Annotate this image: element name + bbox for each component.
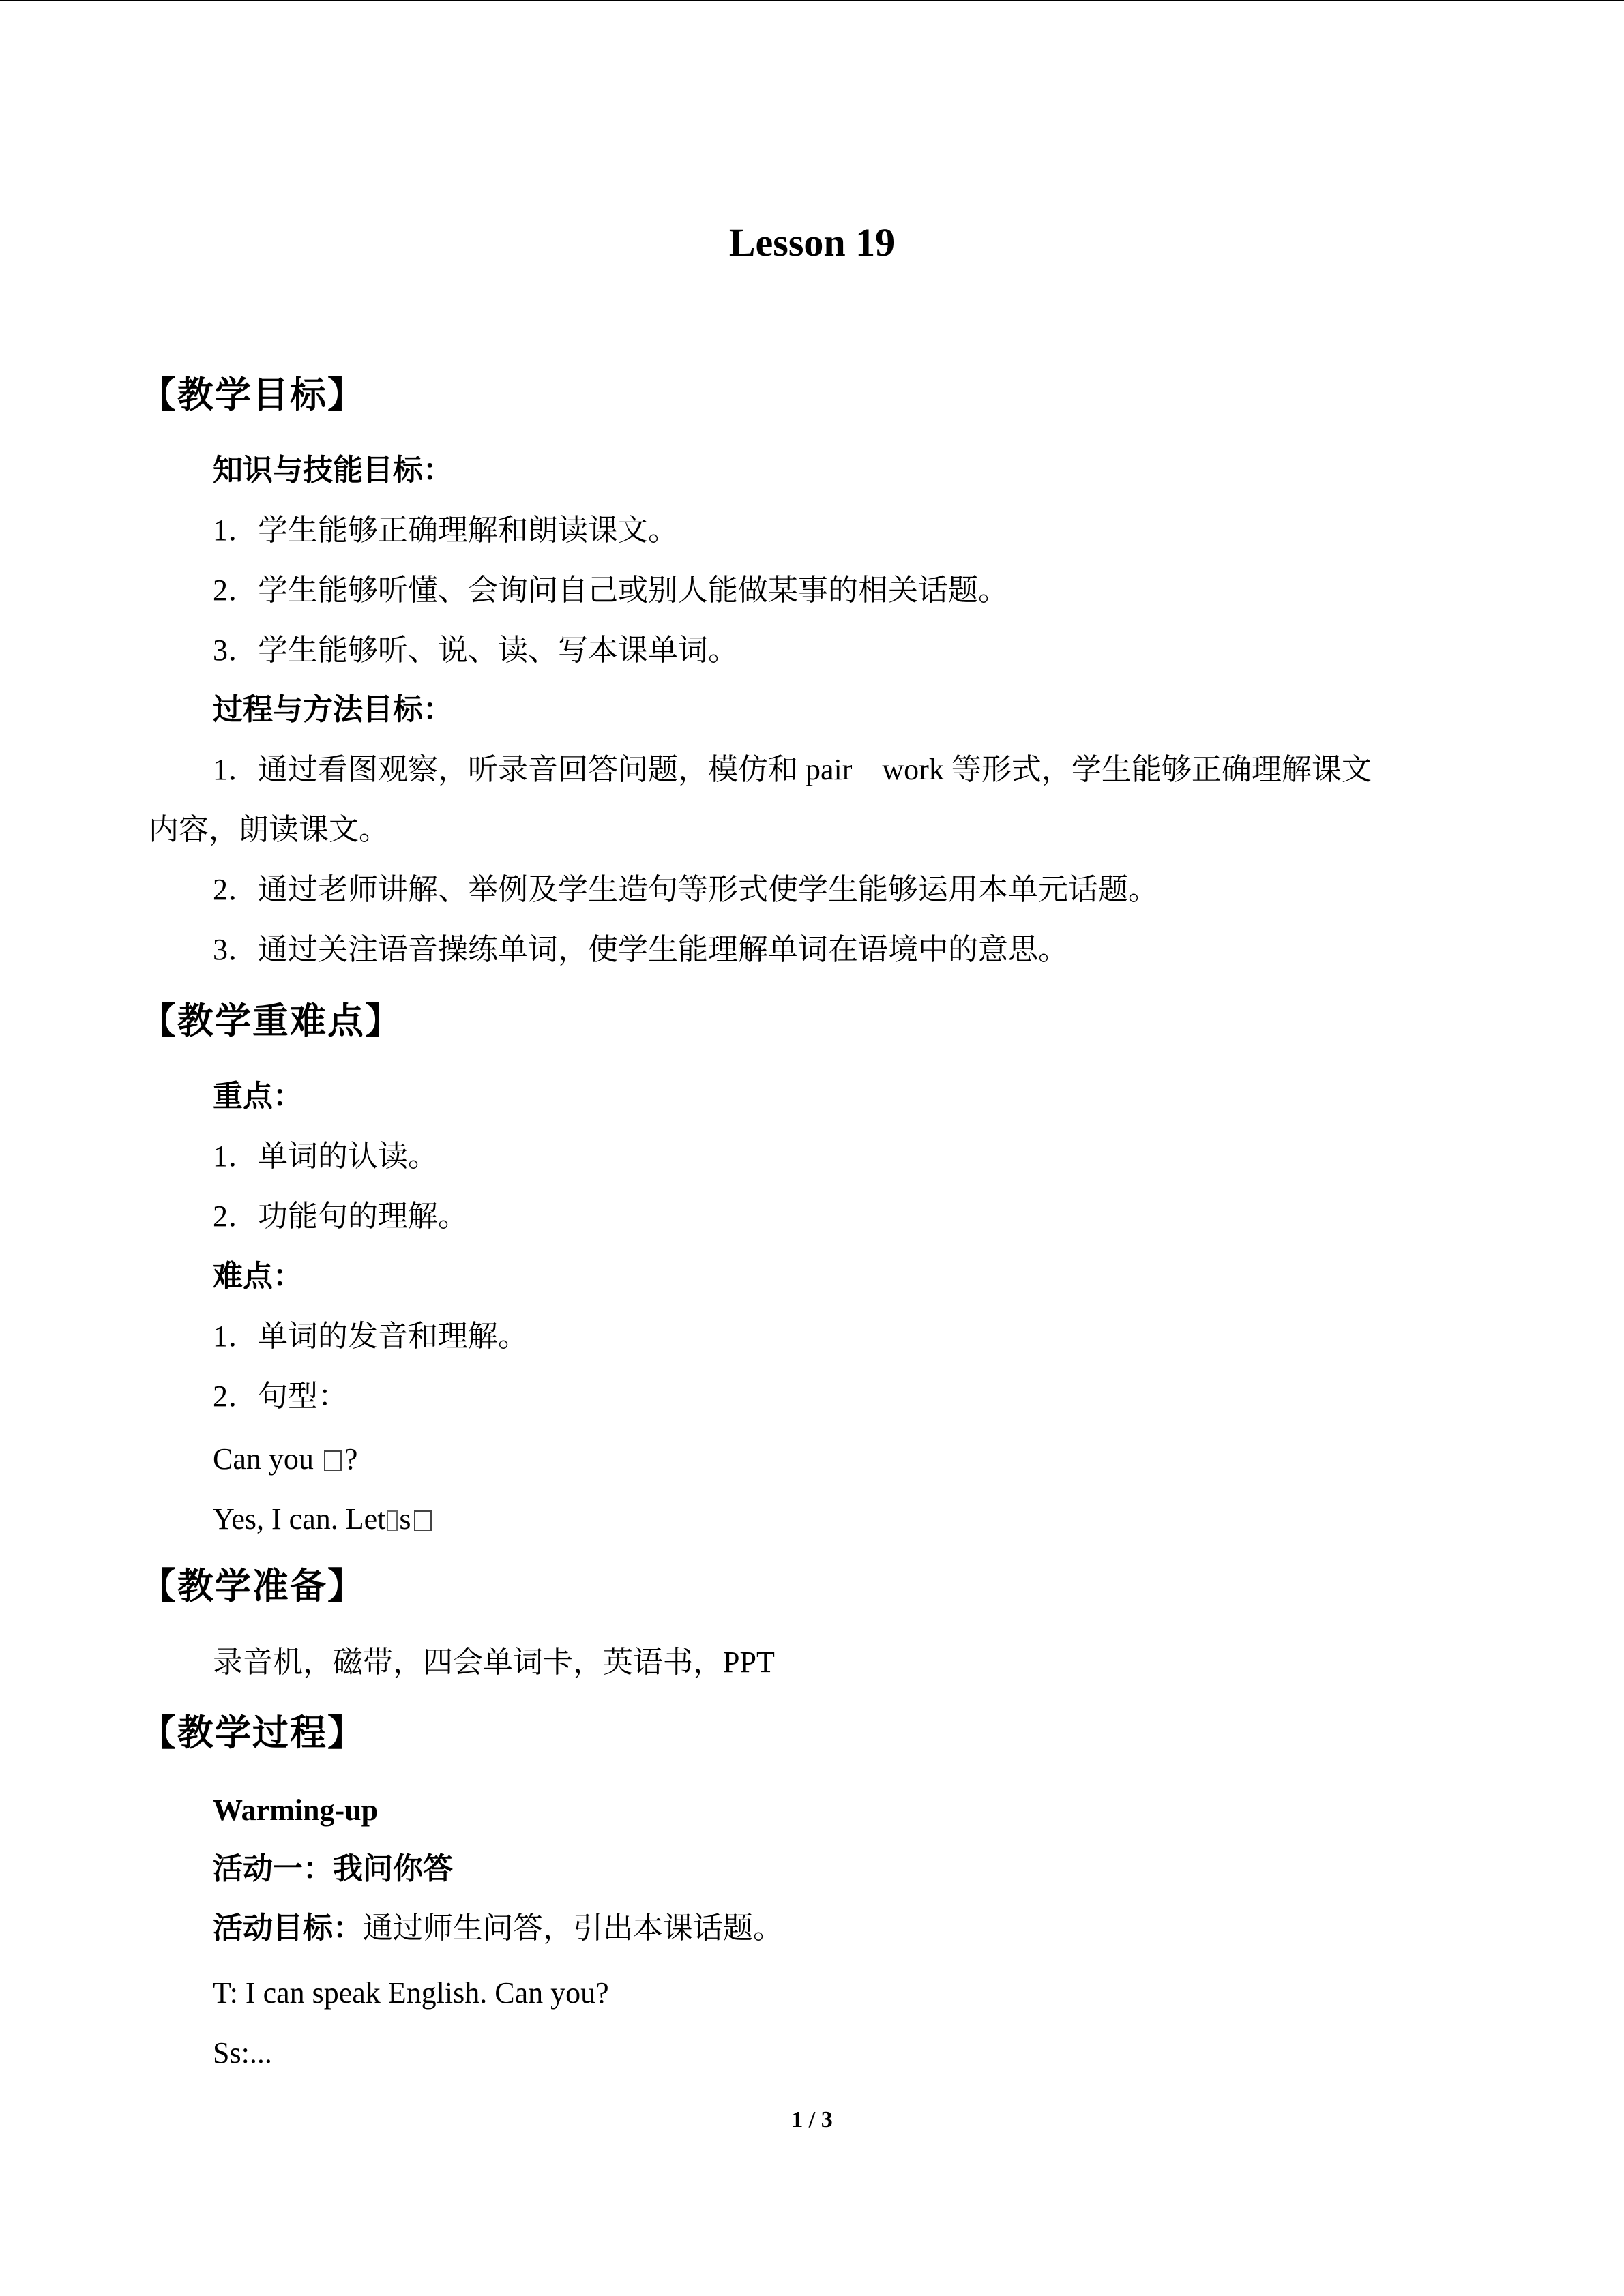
activity-goal: [213, 1911, 783, 1947]
missing-glyph-icon: [387, 1510, 398, 1531]
focus-heading: 重点：: [213, 1079, 303, 1113]
missing-glyph-icon: [324, 1450, 342, 1471]
focus-item-1: 1．单词的认读。: [213, 1139, 438, 1173]
focus-item-2: 2．功能句的理解。: [213, 1199, 468, 1233]
preparation-materials: 录音机，磁带，四会单词卡，英语书，PPT: [213, 1645, 775, 1679]
sentence-pattern-2: [213, 1502, 434, 1538]
process-item-3: 3．通过关注语音操练单词，使学生能理解单词在语境中的意思。: [213, 933, 1068, 966]
activity-goal-label: 活动目标：: [213, 1911, 363, 1945]
activity-goal-text: 通过师生问答，引出本课话题。: [363, 1911, 783, 1945]
difficulty-heading: 难点：: [213, 1259, 303, 1293]
pattern-1-suffix: ?: [344, 1442, 358, 1476]
page-number: 1 / 3: [791, 2107, 833, 2132]
section-heading-key-points: 【教学重难点】: [140, 1000, 402, 1042]
knowledge-heading: 知识与技能目标：: [213, 453, 453, 487]
section-heading-objectives: 【教学目标】: [140, 374, 365, 416]
difficulty-item-2: 2．句型：: [213, 1380, 348, 1413]
difficulty-item-1: 1．单词的发音和理解。: [213, 1320, 528, 1353]
knowledge-item-3: 3．学生能够听、说、读、写本课单词。: [213, 633, 738, 667]
pattern-1-prefix: Can you: [213, 1442, 321, 1476]
knowledge-item-1: 1．学生能够正确理解和朗读课文。: [213, 513, 678, 547]
activity-title: 活动一：我问你答: [213, 1852, 453, 1885]
process-item-1-line-2: 内容，朗读课文。: [149, 813, 389, 846]
stage-warming-up: Warming-up: [213, 1793, 379, 1827]
knowledge-item-2: 2．学生能够听懂、会询问自己或别人能做某事的相关话题。: [213, 573, 1008, 607]
process-method-heading: 过程与方法目标：: [213, 693, 453, 726]
page-title: Lesson 19: [728, 220, 896, 265]
dialogue-students: Ss:...: [213, 2036, 272, 2070]
pattern-2-mid: s: [399, 1502, 411, 1536]
process-item-2: 2．通过老师讲解、举例及学生造句等形式使学生能够运用本单元话题。: [213, 873, 1158, 906]
process-item-1-line-1: 1．通过看图观察，听录音回答问题，模仿和 pair work 等形式，学生能够正确理解课文: [213, 753, 1372, 786]
section-heading-process: 【教学过程】: [140, 1712, 365, 1754]
section-heading-preparation: 【教学准备】: [140, 1566, 365, 1607]
dialogue-teacher: T: I can speak English. Can you?: [213, 1976, 609, 2010]
sentence-pattern-1: [213, 1442, 357, 1478]
pattern-2-prefix: Yes, I can. Let: [213, 1502, 386, 1536]
missing-glyph-icon: [414, 1510, 432, 1531]
